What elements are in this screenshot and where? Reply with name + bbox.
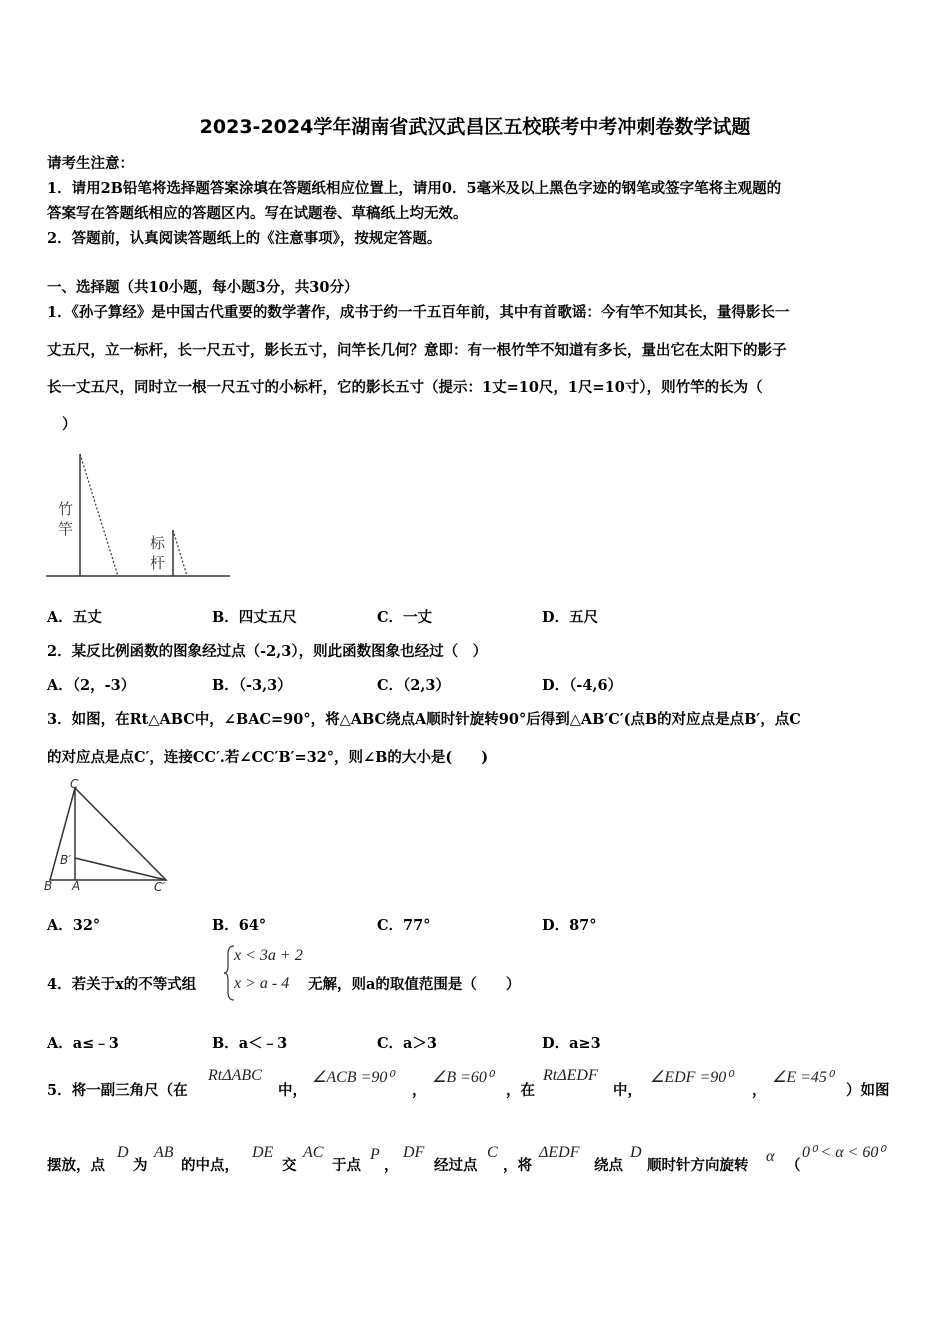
q5-l1-text-6: ， <box>752 1082 767 1099</box>
pole-label-1: 竹 <box>58 500 74 518</box>
q5-l2-text-9: 绕点 <box>594 1157 623 1174</box>
q5-l2-text-4: 交 <box>282 1157 297 1174</box>
q3-line-2: 的对应点是点C′，连接CC′.若∠CC′B′=32°，则∠B的大小是( ) <box>47 749 489 766</box>
q5-l1-text-5: 中， <box>613 1082 642 1099</box>
q3-option-b: B．64° <box>212 917 267 934</box>
q4-option-b: B．a＜﹣3 <box>212 1035 288 1052</box>
notice-line-1b: 答案写在答题纸相应的答题区内。写在试题卷、草稿纸上均无效。 <box>47 205 468 222</box>
stick-label-1: 标 <box>150 534 166 552</box>
q5-l2-math-range: 0⁰ < α < 60⁰ <box>802 1144 885 1161</box>
q2-option-c: C．（2,3） <box>377 677 451 694</box>
q1-option-b: B．四丈五尺 <box>212 609 297 626</box>
q5-l2-math-d2: D <box>630 1144 642 1161</box>
q3-line-1: 3．如图，在Rt△ABC中，∠BAC=90°，将△ABC绕点A顺时针旋转90°后得到△AB′C′(点B的对应点是点B′，点C <box>47 711 801 728</box>
stick-sun-ray <box>173 530 187 576</box>
label-c-prime: C′ <box>154 880 166 894</box>
q5-l2-text-8: ，将 <box>503 1157 532 1174</box>
q2-text: 2．某反比例函数的图象经过点（-2,3），则此函数图象也经过（ ） <box>47 643 488 660</box>
q5-l2-text-10: 顺时针方向旋转 <box>647 1157 749 1174</box>
q1-option-a: A．五丈 <box>47 609 102 626</box>
q2-option-d: D．（-4,6） <box>542 677 623 694</box>
q5-l2-math-edf: ΔEDF <box>539 1144 580 1161</box>
notice-line-2: 2．答题前，认真阅读答题纸上的《注意事项》，按规定答题。 <box>47 230 442 247</box>
q5-l1-text-1: 5．将一副三角尺（在 <box>47 1082 188 1099</box>
q4-inequality-1: x < 3a + 2 <box>234 947 303 964</box>
q5-l2-math-de: DE <box>252 1144 274 1161</box>
q5-l1-math-3: ∠B =60⁰ <box>432 1069 494 1086</box>
q5-l1-text-3: ， <box>412 1082 427 1099</box>
stick-label-2: 杆 <box>150 554 166 572</box>
q5-l1-text-7: ）如图 <box>846 1082 890 1099</box>
q5-l1-text-2: 中， <box>278 1082 307 1099</box>
q5-l2-text-7: 经过点 <box>434 1157 478 1174</box>
section-heading: 一、选择题（共10小题，每小题3分，共30分） <box>47 279 359 296</box>
q5-l1-math-5: ∠EDF =90⁰ <box>650 1069 733 1086</box>
q5-l2-text-2: 为 <box>133 1157 148 1174</box>
q5-l2-math-ab: AB <box>154 1144 174 1161</box>
label-b: B <box>44 879 53 893</box>
q5-l1-math-6: ∠E =45⁰ <box>772 1069 834 1086</box>
page-title: 2023-2024学年湖南省武汉武昌区五校联考中考冲刺卷数学试题 <box>199 116 751 138</box>
q5-l2-math-p: P <box>370 1146 380 1163</box>
q4-option-d: D．a≥3 <box>542 1035 601 1052</box>
q3-option-c: C．77° <box>377 917 431 934</box>
q4-option-c: C．a＞3 <box>377 1035 438 1052</box>
q3-figure <box>40 776 180 896</box>
q5-l1-math-2: ∠ACB =90⁰ <box>312 1069 394 1086</box>
q3-option-a: A．32° <box>47 917 101 934</box>
q5-l1-text-4: ，在 <box>506 1082 535 1099</box>
label-a: A <box>72 879 81 893</box>
q5-l2-text-5: 于点 <box>332 1157 361 1174</box>
q1-figure <box>40 448 240 583</box>
q5-l1-math-4: RtΔEDF <box>543 1067 598 1084</box>
q3-option-d: D．87° <box>542 917 597 934</box>
q1-option-c: C．一丈 <box>377 609 433 626</box>
q2-option-a: A．（2，-3） <box>47 677 136 694</box>
q5-l2-text-1: 摆放，点 <box>47 1157 105 1174</box>
label-b-prime: B′ <box>60 853 71 867</box>
q4-prefix: 4．若关于x的不等式组 <box>47 976 197 993</box>
q2-option-b: B．（-3,3） <box>212 677 292 694</box>
notice-heading: 请考生注意： <box>47 155 134 172</box>
q1-line-3: 长一丈五尺，同时立一根一尺五寸的小标杆，它的影长五寸（提示：1丈=10尺，1尺=10寸），则竹竿的长为（ <box>47 379 763 396</box>
q1-line-2: 丈五尺，立一标杆，长一尺五寸，影长五寸，问竿长几何？意即：有一根竹竿不知道有多长，量出它在太阳下的影子 <box>47 342 787 359</box>
segment-b1c1 <box>75 858 166 880</box>
pole-label-2: 竿 <box>58 520 74 538</box>
notice-line-1a: 1．请用2B铅笔将选择题答案涂填在答题纸相应位置上，请用0．5毫米及以上黑色字迹的钢笔或签字笔将主观题的 <box>47 180 782 197</box>
q5-l2-math-d: D <box>117 1144 129 1161</box>
q4-option-a: A．a≤﹣3 <box>47 1035 119 1052</box>
label-c: C <box>70 777 79 791</box>
q1-option-d: D．五尺 <box>542 609 599 626</box>
q5-l2-text-3: 的中点， <box>181 1157 239 1174</box>
q4-suffix: 无解，则a的取值范围是（ ） <box>308 976 521 993</box>
q5-l1-math-1: RtΔABC <box>208 1067 262 1084</box>
q1-line-4: ） <box>62 416 77 433</box>
q5-l2-math-alpha: α <box>766 1148 775 1165</box>
q5-l2-math-df: DF <box>403 1144 425 1161</box>
q5-l2-text-6: ， <box>384 1157 399 1174</box>
q5-l2-text-11: （ <box>786 1157 801 1174</box>
q4-inequality-2: x > a - 4 <box>234 975 290 992</box>
q5-l2-math-ac: AC <box>303 1144 324 1161</box>
q1-line-1: 1．《孙子算经》是中国古代重要的数学著作，成书于约一千五百年前，其中有首歌谣：今有竿不知其长，量得影长一 <box>47 304 790 321</box>
pole-sun-ray <box>80 454 118 576</box>
q5-l2-math-c: C <box>487 1144 498 1161</box>
